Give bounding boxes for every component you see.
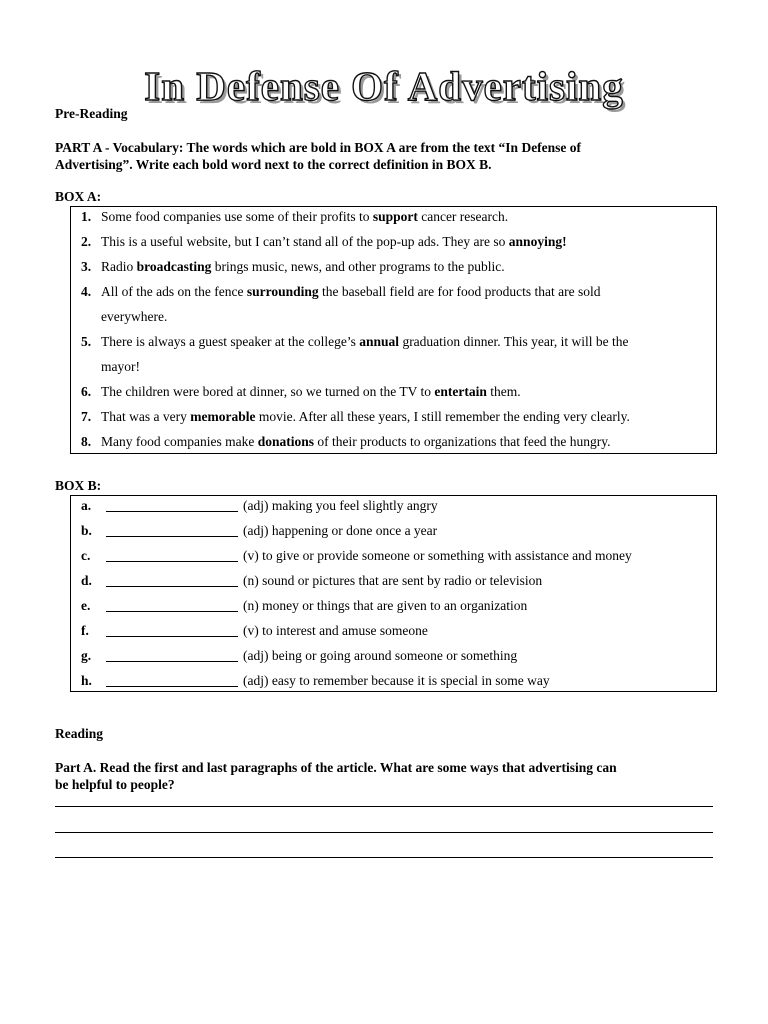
item-definition: (adj) happening or done once a year xyxy=(243,523,438,538)
answer-blank[interactable] xyxy=(106,673,238,687)
answer-line[interactable] xyxy=(55,857,713,858)
item-sentence: All of the ads on the fence surrounding the baseball field are for food products that are sold everywhere. xyxy=(101,284,601,324)
answer-blank[interactable] xyxy=(106,648,238,662)
item-definition: (n) money or things that are given to an organization xyxy=(243,598,528,613)
vocab-instructions-line1: PART A - Vocabulary: The words which are bold in BOX A are from the text “In Defense of xyxy=(55,140,582,155)
box-a-label: BOX A: xyxy=(55,189,102,204)
box-b-label: BOX B: xyxy=(55,478,102,493)
answer-blank[interactable] xyxy=(106,548,238,562)
vocab-word: memorable xyxy=(190,409,256,424)
item-number: 7. xyxy=(81,409,92,424)
item-number: 4. xyxy=(81,284,92,299)
item-sentence: Radio broadcasting brings music, news, and other programs to the public. xyxy=(101,259,505,274)
reading-question xyxy=(55,760,715,793)
item-letter: c. xyxy=(81,548,91,563)
answer-blank[interactable] xyxy=(106,498,238,512)
item-definition: (n) sound or pictures that are sent by radio or television xyxy=(243,573,543,588)
vocab-instructions-line2: Advertising”. Write each bold word next to the correct definition in BOX B. xyxy=(55,156,492,172)
reading-question-line2: be helpful to people? xyxy=(55,776,175,792)
item-definition: (adj) making you feel slightly angry xyxy=(243,498,438,513)
item-definition: (adj) easy to remember because it is special in some way xyxy=(243,673,550,688)
item-sentence: Many food companies make donations of their products to organizations that feed the hungry. xyxy=(101,434,611,449)
item-letter: b. xyxy=(81,523,92,538)
reading-heading: Reading xyxy=(55,726,104,741)
pre-reading-heading: Pre-Reading xyxy=(55,106,128,121)
vocab-word: annoying! xyxy=(508,234,567,249)
page-title: In Defense Of Advertising xyxy=(144,63,624,109)
answer-blank[interactable] xyxy=(106,623,238,637)
vocab-word: broadcasting xyxy=(136,259,212,274)
item-letter: h. xyxy=(81,673,92,688)
item-number: 5. xyxy=(81,334,92,349)
item-definition: (v) to interest and amuse someone xyxy=(243,623,428,638)
item-sentence: This is a useful website, but I can’t stand all of the pop-up ads. They are so annoying! xyxy=(101,234,567,249)
answer-blank[interactable] xyxy=(106,573,238,587)
item-definition: (adj) being or going around someone or something xyxy=(243,648,518,663)
item-letter: a. xyxy=(81,498,92,513)
item-definition: (v) to give or provide someone or something with assistance and money xyxy=(243,548,632,563)
answer-line[interactable] xyxy=(55,806,713,807)
item-letter: g. xyxy=(81,648,92,663)
item-number: 3. xyxy=(81,259,92,274)
answer-blank[interactable] xyxy=(106,523,238,537)
vocab-word: entertain xyxy=(434,384,487,399)
item-number: 8. xyxy=(81,434,92,449)
item-number: 1. xyxy=(81,209,92,224)
vocab-word: donations xyxy=(257,434,314,449)
box-a xyxy=(70,206,717,454)
item-sentence: There is always a guest speaker at the college’s annual graduation dinner. This year, it will be the mayor! xyxy=(101,334,629,374)
vocab-word: surrounding xyxy=(246,284,319,299)
item-letter: e. xyxy=(81,598,91,613)
vocab-word: support xyxy=(372,209,418,224)
box-b xyxy=(70,495,717,692)
answer-line[interactable] xyxy=(55,832,713,833)
item-sentence: That was a very memorable movie. After all these years, I still remember the ending very clearly. xyxy=(101,409,630,424)
item-letter: d. xyxy=(81,573,92,588)
reading-question-line1: Part A. Read the first and last paragraphs of the article. What are some ways that advertising can xyxy=(55,760,617,775)
item-sentence: The children were bored at dinner, so we turned on the TV to entertain them. xyxy=(101,384,521,399)
item-letter: f. xyxy=(81,623,89,638)
item-number: 2. xyxy=(81,234,92,249)
vocab-instructions xyxy=(55,140,715,173)
vocab-word: annual xyxy=(359,334,400,349)
item-number: 6. xyxy=(81,384,92,399)
answer-blank[interactable] xyxy=(106,598,238,612)
item-sentence: Some food companies use some of their profits to support cancer research. xyxy=(101,209,509,224)
